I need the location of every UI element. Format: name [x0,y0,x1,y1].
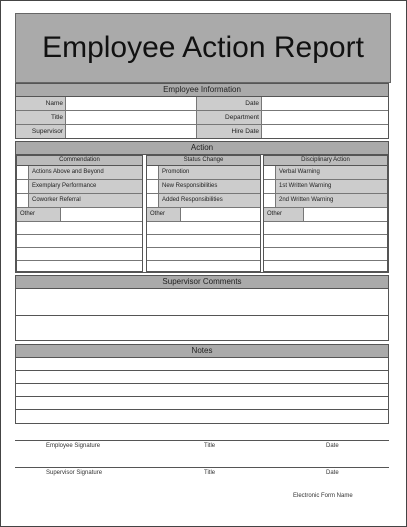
blank-line[interactable] [17,222,142,235]
checkbox-row [264,180,387,194]
checkbox[interactable] [264,194,276,207]
option-label: Coworker Referral [32,197,81,203]
title-label: Title [204,443,216,449]
other-label: Other [147,208,181,221]
action-header: Action [16,142,388,155]
date-field[interactable] [262,97,388,110]
checkbox[interactable] [147,166,159,179]
blank-line[interactable] [147,235,260,248]
comment-line[interactable] [16,316,388,342]
supervisor-comments-header: Supervisor Comments [16,276,388,289]
other-field[interactable] [181,208,260,221]
title-label: Title [204,470,216,476]
disciplinary-action-column [263,155,388,272]
employee-signature-label: Employee Signature [46,443,101,449]
employee-information-header: Employee Information [16,84,388,97]
hire-date-label: Hire Date [197,125,262,138]
blank-line[interactable] [147,222,260,235]
other-label: Other [17,208,61,221]
name-field[interactable] [66,97,197,110]
blank-line[interactable] [264,248,387,261]
checkbox-row [264,194,387,208]
signature-line[interactable] [15,440,389,441]
date-label: Date [197,97,262,110]
option-label: 1st Written Warning [279,183,332,189]
supervisor-comments-section [15,275,389,341]
checkbox[interactable] [17,180,29,193]
blank-line[interactable] [264,235,387,248]
checkbox-row [147,180,260,194]
checkbox[interactable] [17,194,29,207]
page-title: Employee Action Report [15,13,391,83]
date-label: Date [326,443,339,449]
title-field[interactable] [66,111,197,124]
option-label: Actions Above and Beyond [32,169,104,175]
option-label: Exemplary Performance [32,183,97,189]
blank-line[interactable] [17,235,142,248]
commendation-column [16,155,143,272]
notes-header: Notes [16,345,388,358]
supervisor-field[interactable] [66,125,197,138]
comment-line[interactable] [16,289,388,316]
commendation-header: Commendation [17,156,142,166]
status-change-header: Status Change [147,156,260,166]
checkbox[interactable] [17,166,29,179]
checkbox-row [264,166,387,180]
title-label: Title [16,111,66,124]
blank-line[interactable] [147,248,260,261]
option-label: Verbal Warning [279,169,320,175]
checkbox[interactable] [264,180,276,193]
checkbox-row [17,194,142,208]
checkbox-row [147,194,260,208]
option-label: Added Responsibilities [162,197,223,203]
checkbox-row [17,180,142,194]
other-row [264,208,387,222]
note-line[interactable] [16,371,388,384]
employee-information-section [15,83,389,139]
blank-line[interactable] [17,261,142,273]
option-label: New Responsibilities [162,183,218,189]
info-row [16,97,388,111]
blank-line[interactable] [147,261,260,273]
department-label: Department [197,111,262,124]
checkbox-row [147,166,260,180]
department-field[interactable] [262,111,388,124]
checkbox-row [17,166,142,180]
option-label: 2nd Written Warning [279,197,334,203]
other-field[interactable] [61,208,142,221]
name-label: Name [16,97,66,110]
option-label: Promotion [162,169,190,175]
other-row [147,208,260,222]
note-line[interactable] [16,384,388,397]
supervisor-label: Supervisor [16,125,66,138]
footer-text: Electronic Form Name [293,493,353,499]
checkbox[interactable] [147,180,159,193]
note-line[interactable] [16,410,388,422]
note-line[interactable] [16,358,388,371]
other-label: Other [264,208,304,221]
checkbox[interactable] [147,194,159,207]
blank-line[interactable] [17,248,142,261]
status-change-column [146,155,261,272]
hire-date-field[interactable] [262,125,388,138]
disciplinary-action-header: Disciplinary Action [264,156,387,166]
other-row [17,208,142,222]
checkbox[interactable] [264,166,276,179]
signature-line[interactable] [15,467,389,468]
date-label: Date [326,470,339,476]
info-row [16,111,388,125]
notes-section [15,344,389,424]
note-line[interactable] [16,397,388,410]
action-section [15,141,389,273]
supervisor-signature-label: Supervisor Signature [46,470,103,476]
info-row [16,125,388,138]
blank-line[interactable] [264,222,387,235]
blank-line[interactable] [264,261,387,273]
other-field[interactable] [304,208,387,221]
